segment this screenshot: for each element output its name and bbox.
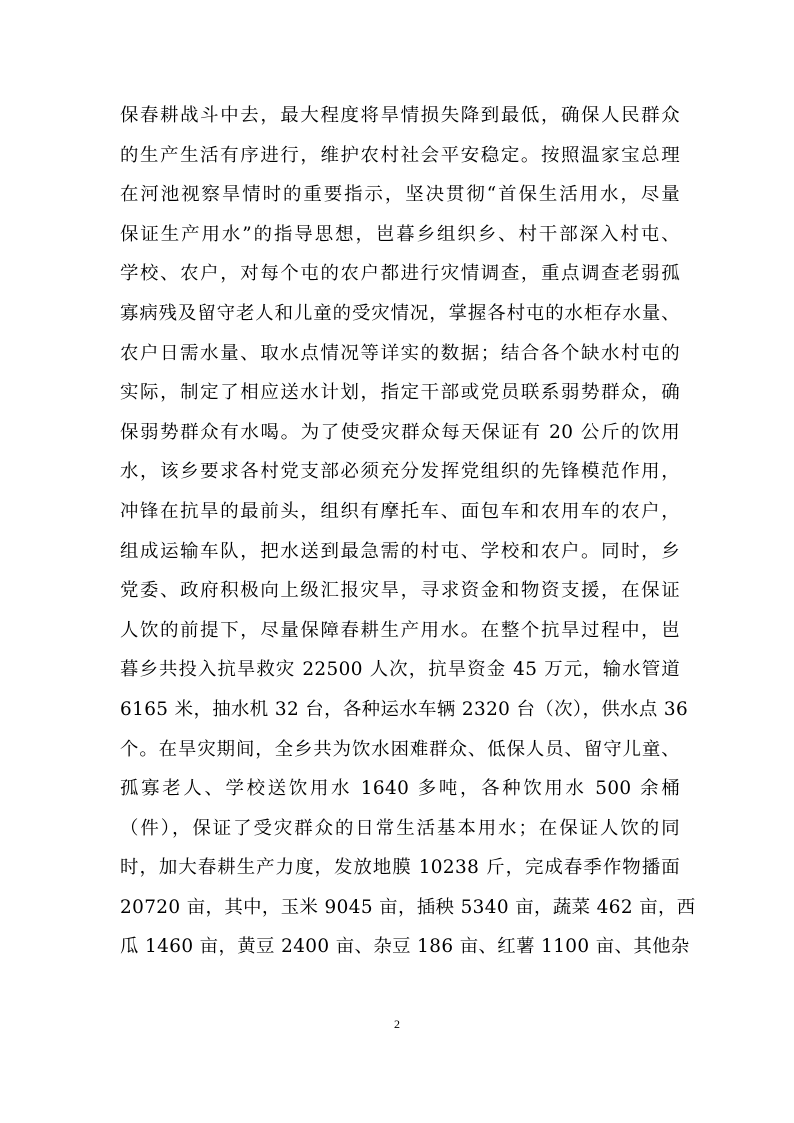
text-line: （件），保证了受灾群众的日常生活基本用水；在保证人饮的同 — [120, 817, 680, 839]
text-line: 6165 米，抽水机 32 台，各种运水车辆 2320 台（次），供水点 36 — [120, 698, 689, 720]
text-line: 组成运输车队，把水送到最急需的村屯、学校和农户。同时，乡 — [120, 540, 680, 562]
text-line: 保春耕战斗中去，最大程度将旱情损失降到最低，确保人民群众 — [120, 105, 680, 126]
page-number: 2 — [394, 1017, 400, 1031]
text-line: 暮乡共投入抗旱救灾 22500 人次，抗旱资金 45 万元，输水管道 — [120, 659, 680, 681]
text-line: 水，该乡要求各村党支部必须充分发挥党组织的先锋模范作用， — [120, 461, 680, 483]
body-text — [120, 96, 696, 967]
text-line: 20720 亩，其中，玉米 9045 亩，插秧 5340 亩，蔬菜 462 亩，西 — [120, 896, 696, 918]
text-line: 的生产生活有序进行，维护农村社会平安稳定。按照温家宝总理 — [120, 144, 680, 166]
text-line: 时，加大春耕生产力度，发放地膜 10238 斤，完成春季作物播面 — [120, 857, 680, 879]
text-line: 冲锋在抗旱的最前头，组织有摩托车、面包车和农用车的农户， — [120, 500, 680, 522]
text-line: 党委、政府积极向上级汇报灾旱，寻求资金和物资支援，在保证 — [120, 580, 680, 602]
text-line: 实际，制定了相应送水计划，指定干部或党员联系弱势群众，确 — [120, 382, 680, 404]
text-line: 保弱势群众有水喝。为了使受灾群众每天保证有 20 公斤的饮用 — [120, 421, 680, 443]
text-line: 农户日需水量、取水点情况等详实的数据；结合各个缺水村屯的 — [120, 342, 680, 364]
text-line: 寡病残及留守老人和儿童的受灾情况，掌握各村屯的水柜存水量、 — [120, 302, 680, 324]
text-line: 瓜 1460 亩，黄豆 2400 亩、杂豆 186 亩、红薯 1100 亩、其他杂 — [120, 936, 690, 958]
text-line: 在河池视察旱情时的重要指示，坚决贯彻“首保生活用水，尽量 — [120, 184, 680, 206]
text-line: 个。在旱灾期间，全乡共为饮水困难群众、低保人员、留守儿童、 — [120, 738, 680, 760]
text-line: 学校、农户，对每个屯的农户都进行灾情调查，重点调查老弱孤 — [120, 263, 680, 285]
text-line: 保证生产用水”的指导思想，岜暮乡组织乡、村干部深入村屯、 — [120, 223, 680, 245]
text-line: 人饮的前提下，尽量保障春耕生产用水。在整个抗旱过程中，岜 — [120, 619, 680, 641]
text-line: 孤寡老人、学校送饮用水 1640 多吨，各种饮用水 500 余桶 — [120, 778, 680, 800]
